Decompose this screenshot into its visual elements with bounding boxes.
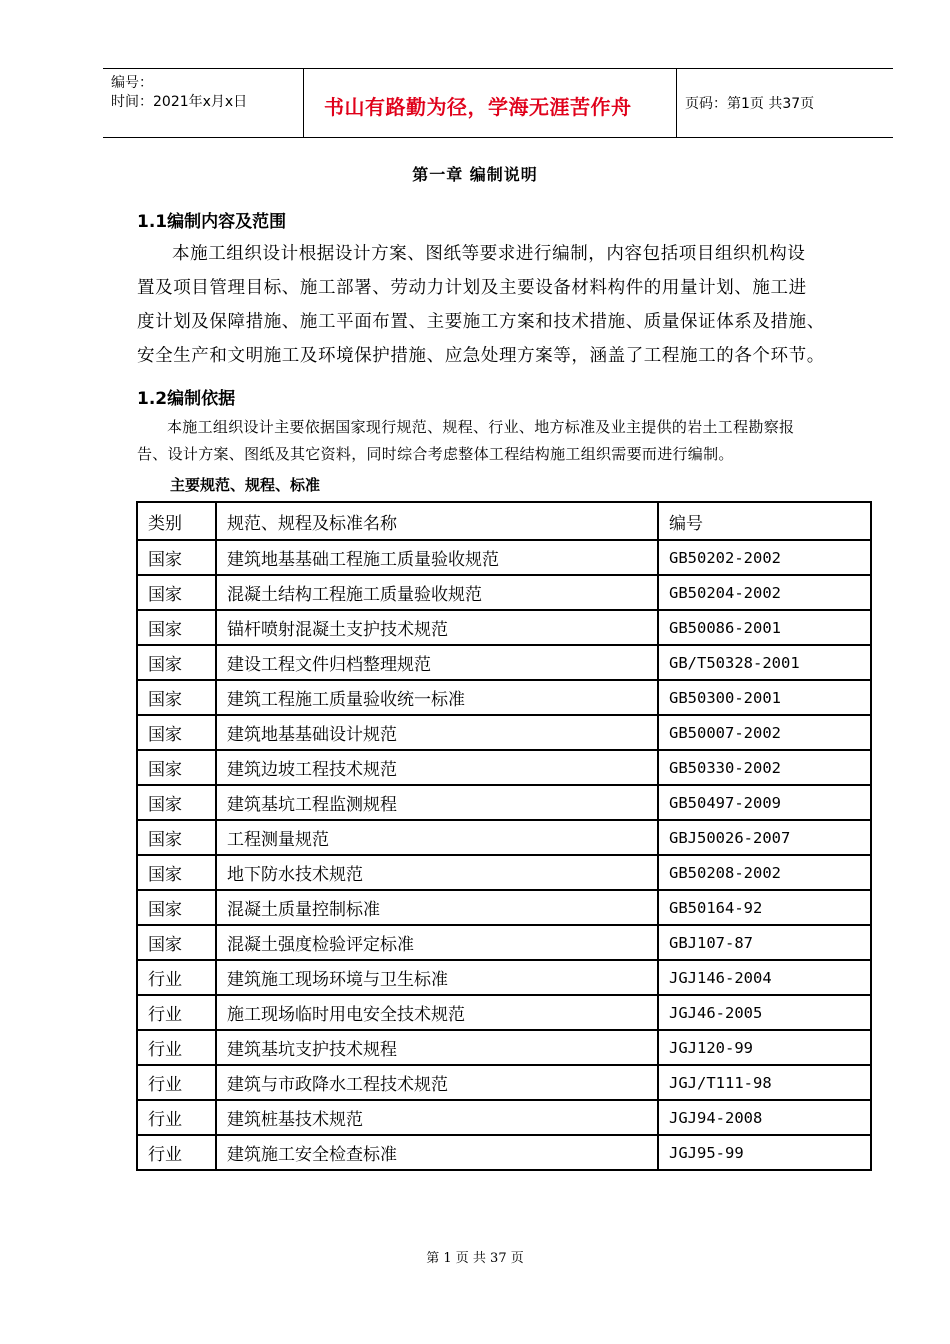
- cell-code: GB50208-2002: [658, 855, 871, 890]
- cell-category: 国家: [137, 715, 216, 750]
- table-row: [137, 820, 871, 855]
- cell-category: 国家: [137, 750, 216, 785]
- cell-standard-name: 建筑基坑支护技术规程: [216, 1030, 658, 1065]
- cell-standard-name: 混凝土结构工程施工质量验收规范: [216, 575, 658, 610]
- time-label: 时间：2021年x月x日: [111, 94, 248, 110]
- cell-category: 行业: [137, 995, 216, 1030]
- cell-code: GB/T50328-2001: [658, 645, 871, 680]
- cell-code: GBJ50026-2007: [658, 820, 871, 855]
- cell-code: GB50164-92: [658, 890, 871, 925]
- table-row: [137, 1065, 871, 1100]
- cell-category: 国家: [137, 820, 216, 855]
- cell-standard-name: 施工现场临时用电安全技术规范: [216, 995, 658, 1030]
- table-row: [137, 540, 871, 575]
- table-row: [137, 995, 871, 1030]
- cell-category: 行业: [137, 960, 216, 995]
- table-row: [137, 680, 871, 715]
- cell-standard-name: 建筑与市政降水工程技术规范: [216, 1065, 658, 1100]
- header-meta: [103, 69, 304, 137]
- cell-code: JGJ46-2005: [658, 995, 871, 1030]
- cell-standard-name: 建筑地基基础工程施工质量验收规范: [216, 540, 658, 575]
- cell-category: 国家: [137, 785, 216, 820]
- table-row: [137, 1100, 871, 1135]
- table-row: [137, 960, 871, 995]
- cell-code: GB50086-2001: [658, 610, 871, 645]
- paragraph-line: 本施工组织设计根据设计方案、图纸等要求进行编制，内容包括项目组织机构设: [172, 244, 806, 264]
- table-header-row: [137, 502, 871, 540]
- table-row: [137, 645, 871, 680]
- header-motto-cell: [304, 69, 677, 137]
- cell-standard-name: 地下防水技术规范: [216, 855, 658, 890]
- paragraph-line: 度计划及保障措施、施工平面布置、主要施工方案和技术措施、质量保证体系及措施、: [137, 312, 825, 332]
- cell-code: GB50204-2002: [658, 575, 871, 610]
- table-row: [137, 925, 871, 960]
- cell-category: 国家: [137, 925, 216, 960]
- page-header: [103, 68, 893, 138]
- chapter-title: 第一章 编制说明: [412, 165, 538, 184]
- cell-code: GB50497-2009: [658, 785, 871, 820]
- cell-standard-name: 建筑施工现场环境与卫生标准: [216, 960, 658, 995]
- cell-category: 国家: [137, 610, 216, 645]
- page-info: 页码：第1页 共37页: [685, 96, 815, 112]
- table-row: [137, 785, 871, 820]
- paragraph-line: 置及项目管理目标、施工部署、劳动力计划及主要设备材料构件的用量计划、施工进: [137, 278, 807, 298]
- cell-code: JGJ94-2008: [658, 1100, 871, 1135]
- table-row: [137, 750, 871, 785]
- cell-code: JGJ120-99: [658, 1030, 871, 1065]
- cell-code: JGJ146-2004: [658, 960, 871, 995]
- table-row: [137, 855, 871, 890]
- cell-standard-name: 建筑工程施工质量验收统一标准: [216, 680, 658, 715]
- table-row: [137, 1030, 871, 1065]
- standards-subheading: 主要规范、规程、标准: [170, 476, 321, 494]
- cell-standard-name: 锚杆喷射混凝土支护技术规范: [216, 610, 658, 645]
- cell-category: 行业: [137, 1030, 216, 1065]
- cell-standard-name: 建筑边坡工程技术规范: [216, 750, 658, 785]
- paragraph-line: 告、设计方案、图纸及其它资料，同时综合考虑整体工程结构施工组织需要而进行编制。: [137, 445, 734, 463]
- cell-standard-name: 混凝土质量控制标准: [216, 890, 658, 925]
- paragraph-line: 本施工组织设计主要依据国家现行规范、规程、行业、地方标准及业主提供的岩土工程勘察报: [167, 418, 795, 436]
- cell-category: 国家: [137, 575, 216, 610]
- cell-code: GB50330-2002: [658, 750, 871, 785]
- column-header-name: 规范、规程及标准名称: [216, 502, 658, 540]
- number-label: 编号：: [111, 75, 153, 91]
- cell-standard-name: 建筑基坑工程监测规程: [216, 785, 658, 820]
- column-header-category: 类别: [137, 502, 216, 540]
- column-header-code: 编号: [658, 502, 871, 540]
- cell-category: 国家: [137, 645, 216, 680]
- cell-code: JGJ/T111-98: [658, 1065, 871, 1100]
- cell-category: 国家: [137, 680, 216, 715]
- table-row: [137, 715, 871, 750]
- cell-code: GB50202-2002: [658, 540, 871, 575]
- cell-standard-name: 建筑桩基技术规范: [216, 1100, 658, 1135]
- cell-code: GBJ107-87: [658, 925, 871, 960]
- cell-standard-name: 工程测量规范: [216, 820, 658, 855]
- cell-code: GB50007-2002: [658, 715, 871, 750]
- cell-category: 国家: [137, 890, 216, 925]
- page-footer: 第 1 页 共 37 页: [426, 1251, 524, 1266]
- cell-code: GB50300-2001: [658, 680, 871, 715]
- cell-standard-name: 混凝土强度检验评定标准: [216, 925, 658, 960]
- table-row: [137, 1135, 871, 1170]
- standards-table: [136, 501, 872, 1171]
- section-heading-1-2: 1.2编制依据: [137, 389, 236, 409]
- cell-category: 行业: [137, 1135, 216, 1170]
- table-row: [137, 610, 871, 645]
- cell-category: 行业: [137, 1065, 216, 1100]
- table-row: [137, 890, 871, 925]
- cell-code: JGJ95-99: [658, 1135, 871, 1170]
- paragraph-line: 安全生产和文明施工及环境保护措施、应急处理方案等，涵盖了工程施工的各个环节。: [137, 346, 825, 366]
- cell-category: 国家: [137, 540, 216, 575]
- motto: 书山有路勤为径，学海无涯苦作舟: [324, 95, 632, 119]
- section-1-1-paragraph: [137, 237, 877, 373]
- cell-standard-name: 建筑地基基础设计规范: [216, 715, 658, 750]
- cell-standard-name: 建筑施工安全检查标准: [216, 1135, 658, 1170]
- cell-category: 行业: [137, 1100, 216, 1135]
- table-row: [137, 575, 871, 610]
- cell-category: 国家: [137, 855, 216, 890]
- section-heading-1-1: 1.1编制内容及范围: [137, 212, 287, 232]
- cell-standard-name: 建设工程文件归档整理规范: [216, 645, 658, 680]
- section-1-2-paragraph: [137, 414, 877, 468]
